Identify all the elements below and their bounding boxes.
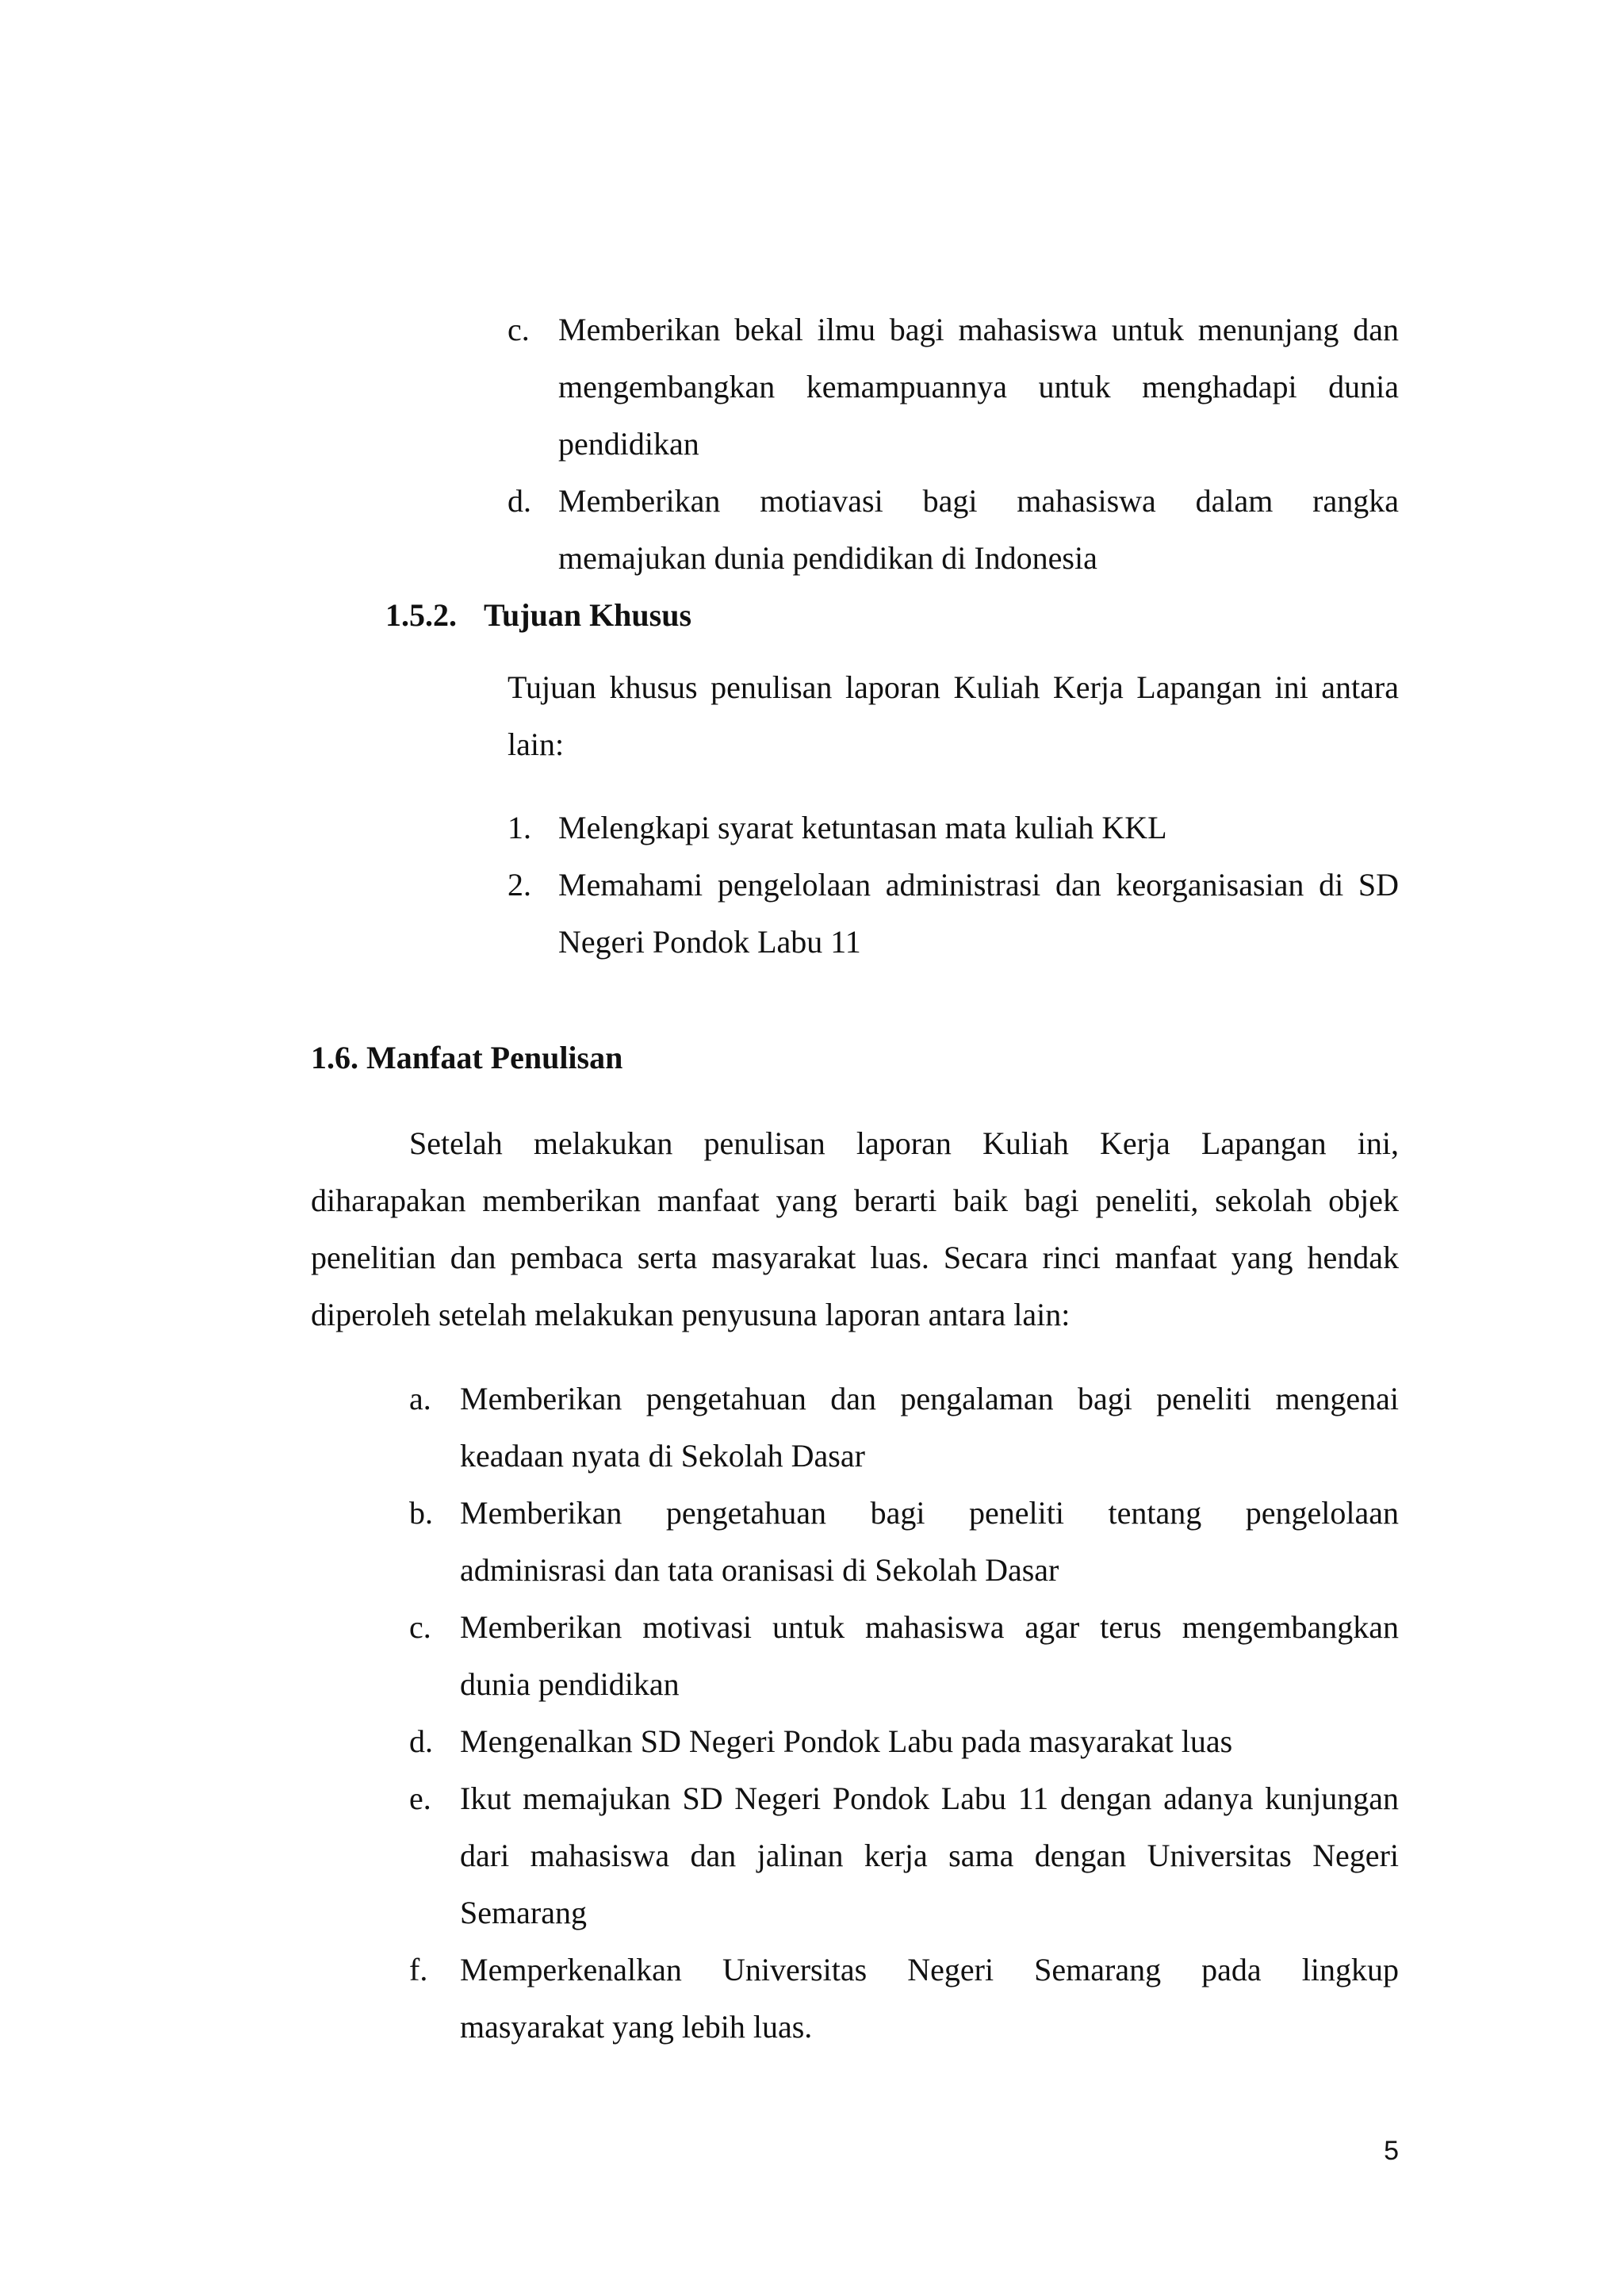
paragraph-line: penelitian dan pembaca serta masyarakat luas. Secara rinci manfaat yang hendak — [311, 1240, 1399, 1275]
list-item-line: pendidikan — [558, 426, 699, 462]
list-marker: b. — [409, 1495, 433, 1531]
list-item-line: keadaan nyata di Sekolah Dasar — [460, 1438, 865, 1474]
paragraph-line: diharapakan memberikan manfaat yang berarti baik bagi peneliti, sekolah objek — [311, 1182, 1399, 1218]
page-number: 5 — [1384, 2136, 1399, 2166]
list-item-line: Memberikan bekal ilmu bagi mahasiswa untuk menunjang dan — [558, 312, 1399, 347]
list-item-line: Semarang — [460, 1895, 587, 1930]
list-item-line: adminisrasi dan tata oranisasi di Sekolah Dasar — [460, 1552, 1059, 1588]
list-marker: d. — [409, 1723, 433, 1759]
list-item-line: Ikut memajukan SD Negeri Pondok Labu 11 dengan adanya kunjungan — [460, 1780, 1399, 1816]
paragraph-line: Setelah melakukan penulisan laporan Kuliah Kerja Lapangan ini, — [409, 1125, 1399, 1161]
list-item-line: Memahami pengelolaan administrasi dan keorganisasian di SD — [558, 867, 1399, 903]
list-item-line: Mengenalkan SD Negeri Pondok Labu pada masyarakat luas — [460, 1723, 1233, 1759]
intro-line: lain: — [508, 726, 565, 762]
subsection-number: 1.5.2. — [385, 597, 457, 633]
list-item-line: mengembangkan kemampuannya untuk menghadapi dunia — [558, 369, 1399, 404]
list-marker: 1. — [508, 810, 531, 845]
list-item-line: Memperkenalkan Universitas Negeri Semarang pada lingkup — [460, 1952, 1399, 1987]
intro-line: Tujuan khusus penulisan laporan Kuliah Kerja Lapangan ini antara — [508, 669, 1399, 705]
list-item-line: dari mahasiswa dan jalinan kerja sama dengan Universitas Negeri — [460, 1838, 1399, 1873]
list-item-line: dunia pendidikan — [460, 1666, 680, 1702]
list-item-line: masyarakat yang lebih luas. — [460, 2009, 813, 2045]
list-marker: d. — [508, 483, 531, 519]
list-item-line: Memberikan motivasi untuk mahasiswa agar terus mengembangkan — [460, 1609, 1399, 1645]
list-marker: f. — [409, 1952, 428, 1987]
section-heading: 1.6. Manfaat Penulisan — [311, 1040, 623, 1075]
subsection-title: Tujuan Khusus — [484, 597, 692, 633]
list-item-line: Negeri Pondok Labu 11 — [558, 924, 861, 960]
list-marker: c. — [409, 1609, 431, 1645]
paragraph-line: diperoleh setelah melakukan penyusuna laporan antara lain: — [311, 1297, 1071, 1332]
list-item-line: Melengkapi syarat ketuntasan mata kuliah KKL — [558, 810, 1167, 845]
list-marker: a. — [409, 1381, 431, 1416]
list-item-line: Memberikan pengetahuan bagi peneliti tentang pengelolaan — [460, 1495, 1399, 1531]
list-marker: c. — [508, 312, 530, 347]
list-marker: 2. — [508, 867, 531, 903]
list-item-line: Memberikan motiavasi bagi mahasiswa dalam rangka — [558, 483, 1399, 519]
list-item-line: memajukan dunia pendidikan di Indonesia — [558, 540, 1097, 576]
list-item-line: Memberikan pengetahuan dan pengalaman bagi peneliti mengenai — [460, 1381, 1399, 1416]
list-marker: e. — [409, 1780, 431, 1816]
